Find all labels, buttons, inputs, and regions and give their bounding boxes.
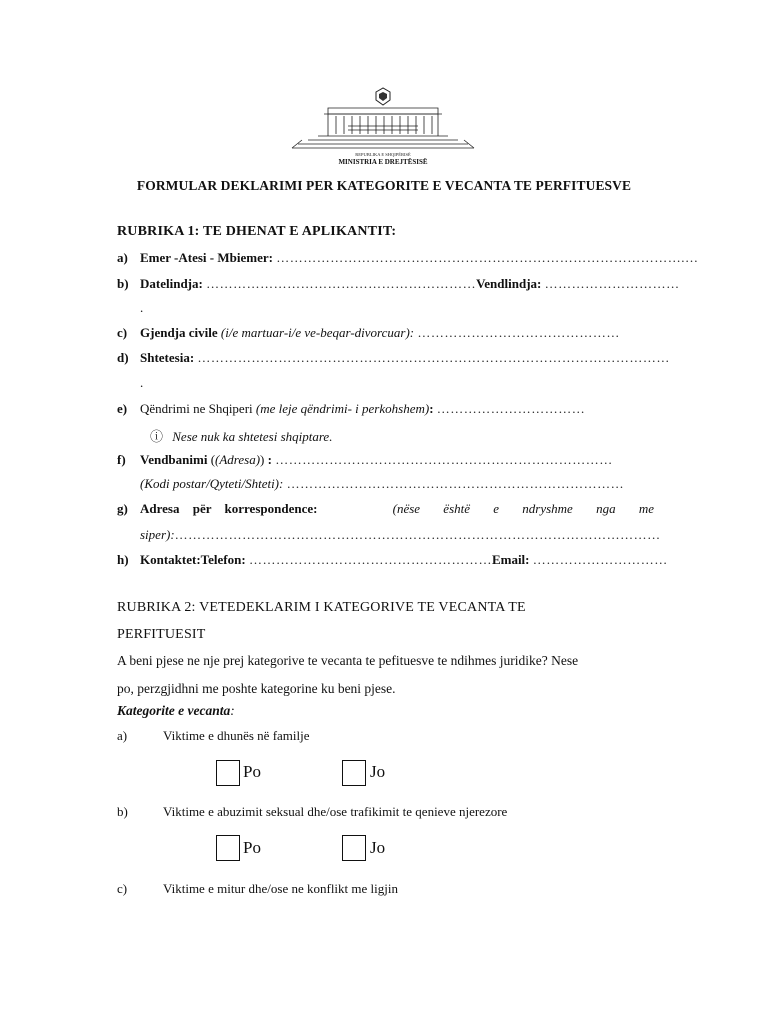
field-birth[interactable]: Datelindja: ……………………………………………………Vendlindja: ………………………… bbox=[140, 276, 680, 291]
ministry-logo bbox=[288, 86, 478, 166]
po-checkbox[interactable] bbox=[216, 835, 240, 861]
field-row-civil bbox=[117, 325, 654, 341]
eagle-emblem-icon bbox=[376, 88, 390, 105]
field-row-address-2 bbox=[117, 476, 654, 492]
po-checkbox[interactable] bbox=[216, 760, 240, 786]
item-label: a) bbox=[117, 250, 128, 265]
item-label: c) bbox=[117, 325, 128, 340]
form-title: FORMULAR DEKLARIMI PER KATEGORITE E VECANTA TE PERFITUESVE bbox=[136, 178, 632, 193]
category-item bbox=[117, 881, 617, 899]
residence-note bbox=[150, 426, 332, 445]
item-label: g) bbox=[117, 501, 128, 516]
category-item bbox=[117, 804, 677, 822]
instruction-paragraph: A beni pjese ne nje prej kategorive te vecanta te pefituesve te ndihmes juridike? Nese po, perzgjidhni me poshte kategorine ku beni pjese. bbox=[117, 653, 579, 696]
item-label: d) bbox=[117, 350, 129, 365]
jo-label: Jo bbox=[370, 838, 386, 857]
category-text: Viktime e abuzimit seksual dhe/ose trafikimit te qenieve njerezore bbox=[163, 804, 508, 819]
item-label: e) bbox=[117, 401, 128, 416]
category-text: Viktime e mitur dhe/ose ne konflikt me ligjin bbox=[163, 881, 398, 896]
field-row-citizenship bbox=[117, 350, 670, 366]
section-heading-rubrika-2-cont: PERFITUESIT bbox=[117, 627, 206, 642]
continuation-dot: . bbox=[140, 375, 144, 390]
field-postal[interactable]: (Kodi postar/Qyteti/Shteti): ………………………………………………………………… bbox=[140, 476, 625, 491]
item-label: a) bbox=[117, 728, 128, 743]
field-citizenship[interactable]: Shtetesia: …………………………………………………………………………………………… bbox=[140, 350, 670, 365]
category-item bbox=[117, 728, 617, 746]
item-label: c) bbox=[117, 881, 128, 896]
info-icon: ⓘ bbox=[150, 429, 164, 444]
field-name[interactable]: Emer -Atesi - Mbiemer: ……………………………………………………………………………….… bbox=[140, 250, 699, 265]
logo-text-top: REPUBLIKA E SHQIPËRISË bbox=[355, 152, 411, 157]
jo-label: Jo bbox=[370, 762, 386, 781]
po-label: Po bbox=[243, 838, 261, 857]
field-row-birth bbox=[117, 276, 680, 292]
field-correspondence[interactable]: Adresa për korrespondence: (nëse është e ndryshme nga me bbox=[140, 501, 654, 516]
field-address[interactable]: Vendbanimi ((Adresa)) : ………………………………………………………………… bbox=[140, 452, 613, 467]
continuation-dot: . bbox=[140, 300, 144, 315]
field-contacts[interactable]: Kontaktet:Telefon: ………………………………………………Email: ………………………… bbox=[140, 552, 668, 567]
po-label: Po bbox=[243, 762, 261, 781]
item-label: h) bbox=[117, 552, 129, 567]
field-correspondence-cont[interactable]: siper):……………………………………………………………………………………………… bbox=[140, 527, 661, 542]
categories-label: Kategorite e vecanta: bbox=[117, 703, 235, 718]
building-icon bbox=[292, 108, 474, 148]
category-text: Viktime e dhunës në familje bbox=[163, 728, 310, 743]
item-label: b) bbox=[117, 276, 129, 291]
field-residence[interactable]: Qëndrimi ne Shqiperi (me leje qëndrimi- i perkohshem): …………………………… bbox=[140, 401, 586, 416]
field-row-citizenship-cont bbox=[117, 375, 654, 391]
field-row-name bbox=[117, 250, 699, 266]
jo-checkbox[interactable] bbox=[342, 835, 366, 861]
field-row-contacts bbox=[117, 552, 668, 568]
field-row-correspondence bbox=[117, 501, 654, 517]
logo-text: MINISTRIA E DREJTËSISË bbox=[338, 158, 428, 166]
field-row-residence bbox=[117, 401, 654, 417]
field-row-birth-cont bbox=[117, 300, 654, 316]
note-text: Nese nuk ka shtetesi shqiptare. bbox=[172, 429, 333, 444]
jo-checkbox[interactable] bbox=[342, 760, 366, 786]
section-heading-rubrika-2: RUBRIKA 2: VETEDEKLARIM I KATEGORIVE TE VECANTA TE bbox=[117, 600, 526, 615]
field-row-address bbox=[117, 452, 654, 468]
item-label: b) bbox=[117, 804, 128, 819]
field-row-correspondence-2 bbox=[117, 527, 661, 543]
item-label: f) bbox=[117, 452, 126, 467]
section-heading-rubrika-1: RUBRIKA 1: TE DHENAT E APLIKANTIT: bbox=[117, 224, 397, 239]
field-civil-status[interactable]: Gjendja civile (i/e martuar-i/e ve-beqar-divorcuar): ……………………………………… bbox=[140, 325, 620, 340]
